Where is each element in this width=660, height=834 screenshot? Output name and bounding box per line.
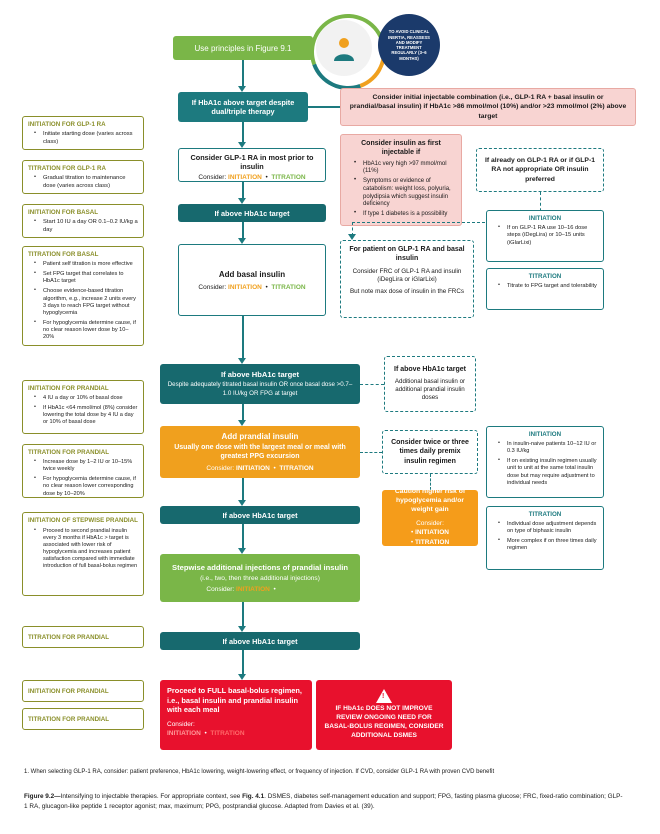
consider-label: Consider: xyxy=(206,465,235,473)
list-item: • More complex if on three times daily regimen xyxy=(501,538,598,552)
panel-head: INITIATION FOR PRANDIAL xyxy=(28,687,109,695)
left-panel-4 xyxy=(22,380,144,434)
glp1-prior-title: Consider GLP-1 RA in most prior to insulin xyxy=(190,153,314,172)
list-item: • Proceed to second prandial insulin every 3 months if HbA1c > target is associated with lower risk of hypoglycemia and increases patient satisfaction compared with immediate introduction of full basal-bolus regimen xyxy=(37,528,138,570)
panel-list xyxy=(28,131,138,146)
connector-to-stepwise xyxy=(242,524,244,550)
initiation-keyword: INITIATION xyxy=(415,529,449,537)
panel-list xyxy=(492,441,598,487)
panel-list xyxy=(28,459,138,498)
left-panel-0 xyxy=(22,116,144,150)
list-item: • 4 IU a day or 10% of basal dose xyxy=(37,395,138,402)
initiation-keyword: INITIATION xyxy=(167,729,201,737)
initiation-keyword: INITIATION xyxy=(236,586,270,594)
stepwise-body: (i.e., two, then three additional injections) xyxy=(200,575,320,583)
titration-keyword: TITRATION xyxy=(210,729,245,737)
add-basal-title: Add basal insulin xyxy=(218,269,286,279)
panel-head: INITIATION OF STEPWISE PRANDIAL xyxy=(28,517,138,524)
left-panel-9 xyxy=(22,708,144,730)
above-hba1c-1-node xyxy=(178,204,326,222)
add-prandial-consider: Consider: INITIATION • TITRATION xyxy=(206,465,314,473)
connector-basal-down xyxy=(242,316,244,360)
frc-note: But note max dose of insulin in the FRCs xyxy=(349,287,465,295)
add-prandial-node xyxy=(160,426,360,478)
panel-list xyxy=(492,283,598,290)
warning-icon xyxy=(376,689,392,703)
list-item: • Titrate to FPG target and tolerability xyxy=(501,283,598,290)
panel-head: TITRATION xyxy=(528,273,562,280)
list-item: • Increase dose by 1–2 IU or 10–15% twice weekly xyxy=(37,459,138,473)
premix-caution-text: Caution higher risk of hypoglycemia and/or weight gain xyxy=(394,488,466,513)
panel-list xyxy=(492,521,598,553)
connector-stepwise-down xyxy=(242,602,244,628)
above-target-dual-label: If HbA1c above target despite dual/triple therapy xyxy=(191,97,295,116)
panel-list xyxy=(28,261,138,342)
panel-head: INITIATION xyxy=(528,215,562,222)
consider-label: Consider: xyxy=(167,720,195,728)
insulin-first-title: Consider insulin as first injectable if xyxy=(361,140,441,156)
panel-head: TITRATION xyxy=(528,511,562,518)
list-item: • HbA1c very high >97 mmol/mol (11%) xyxy=(357,161,455,177)
initial-injectable-node xyxy=(340,88,636,126)
start-node xyxy=(173,36,313,60)
full-basal-bolus-consider: Consider: INITIATION • TITRATION xyxy=(167,721,305,737)
panel-list xyxy=(492,225,598,247)
insulin-first-list xyxy=(347,161,455,220)
reassess-badge-text: TO AVOID CLINICAL INERTIA, REASSESS AND MODIFY TREATMENT REGULARLY (3–6 MONTHS) xyxy=(388,29,430,61)
initiation-keyword: INITIATION xyxy=(228,174,262,182)
additional-basal-node xyxy=(384,356,476,412)
caption-text: Intensifying to injectable therapies. For appropriate context, see xyxy=(60,793,243,800)
panel-head: TITRATION FOR PRANDIAL xyxy=(28,715,110,723)
list-item: • If HbA1c <64 mmol/mol (8%) consider lowering the total dose by 4 IU a day or 10% of basal dose xyxy=(37,405,138,426)
full-basal-bolus-node xyxy=(160,680,312,750)
titration-keyword: TITRATION xyxy=(414,539,450,547)
list-item: • Set FPG target that correlates to HbA1c target xyxy=(37,271,138,285)
add-basal-node xyxy=(178,244,326,316)
panel-head: TITRATION FOR PRANDIAL xyxy=(28,449,110,456)
above-hba1c-4-label: If above HbA1c target xyxy=(222,636,298,646)
panel-head: INITIATION xyxy=(528,431,562,438)
list-item: • If on existing insulin regimen usually unit to unit at the same total insulin dose but may require adjustment to individual needs xyxy=(501,458,598,487)
footnote xyxy=(24,768,636,776)
add-basal-consider: Consider: INITIATION • TITRATION xyxy=(198,283,306,291)
frc-body: Consider FRC of GLP-1 RA and insulin (iDegLira or iGlarLixi) xyxy=(352,267,462,283)
list-item: • For hypoglycemia determine cause, if no clear reason lower corresponding dose by 10–20% xyxy=(37,476,138,497)
premix-caution-node xyxy=(382,490,478,546)
premix-consider: Consider: • INITIATION • TITRATION xyxy=(410,519,450,547)
above-hba1c-2-sub: Despite adequately titrated basal insulin OR once basal dose >0.7–1.0 IU/kg OR FPG at target xyxy=(167,381,353,397)
above-hba1c-2-title: If above HbA1c target xyxy=(220,370,300,380)
connector-dashed-premix xyxy=(360,452,382,453)
glp1-prior-node xyxy=(178,148,326,182)
footnote-text: 1. When selecting GLP-1 RA, consider: patient preference, HbA1c lowering, weight-lowering effect, or frequency of injection. If CVD, consider GLP-1 RA with proven CVD benefit xyxy=(24,769,495,775)
full-basal-bolus-title: Proceed to FULL basal-bolus regimen, i.e., basal insulin and prandial insulin with each meal xyxy=(167,686,302,715)
right-panel-2 xyxy=(486,426,604,498)
stepwise-node xyxy=(160,554,360,602)
consider-label: Consider: xyxy=(198,283,227,291)
list-item: • Individual dose adjustment depends on type of biphasic insulin xyxy=(501,521,598,535)
above-hba1c-2-node xyxy=(160,364,360,404)
premix-node xyxy=(382,430,478,474)
panel-head: TITRATION FOR GLP-1 RA xyxy=(28,165,106,172)
panel-list xyxy=(28,219,138,234)
left-panel-2 xyxy=(22,204,144,238)
red-warning-text: IF HbA1c DOES NOT IMPROVE REVIEW ONGOING NEED FOR BASAL-BOLUS REGIMEN, CONSIDER ADDITIONAL DSMES xyxy=(324,705,444,739)
additional-basal-body: Additional basal insulin or additional prandial insulin doses xyxy=(394,377,466,401)
glp1-prior-consider: Consider: INITIATION • TITRATION xyxy=(198,174,306,182)
connector-dashed-additional xyxy=(360,384,384,385)
titration-keyword: TITRATION xyxy=(271,283,306,291)
add-prandial-title: Add prandial insulin xyxy=(221,431,299,441)
list-item: • For hypoglycemia determine cause, if no clear reason lower dose by 10–20% xyxy=(37,320,138,341)
already-glp1-node xyxy=(476,148,604,192)
right-panel-0 xyxy=(486,210,604,262)
above-hba1c-3-node xyxy=(160,506,360,524)
caption-label: Figure 9.2— xyxy=(24,793,61,800)
list-item: • If on GLP-1 RA use 10–16 dose steps (iDegLira) or 10–15 units (iGlarLixi) xyxy=(501,225,598,247)
connector-dual-down xyxy=(242,122,244,144)
figure-caption xyxy=(24,792,624,811)
above-target-dual-node xyxy=(178,92,308,122)
left-panel-3 xyxy=(22,246,144,346)
consider-label: Consider: xyxy=(198,174,227,182)
reassess-badge xyxy=(378,14,440,76)
panel-head: INITIATION FOR BASAL xyxy=(28,209,99,216)
list-item: • If type 1 diabetes is a possibility xyxy=(357,211,455,219)
above-hba1c-4-node xyxy=(160,632,360,650)
list-item: • Gradual titration to maintenance dose (varies across class) xyxy=(37,175,138,190)
red-warning-node xyxy=(316,680,452,750)
connector-dual-to-injectable xyxy=(308,106,340,108)
initiation-keyword: INITIATION xyxy=(228,283,262,291)
panel-head: TITRATION FOR BASAL xyxy=(28,251,99,258)
above-hba1c-3-label: If above HbA1c target xyxy=(222,510,298,520)
list-item: • Symptoms or evidence of catabolism: weight loss, polyuria, polydipsia which suggest insulin deficiency xyxy=(357,178,455,209)
stepwise-title: Stepwise additional injections of prandial insulin xyxy=(172,562,348,572)
panel-list xyxy=(28,528,138,570)
left-panel-7 xyxy=(22,626,144,648)
already-glp1-label: If already on GLP-1 RA or if GLP-1 RA not appropriate OR insulin preferred xyxy=(484,157,596,183)
left-panel-6 xyxy=(22,512,144,596)
right-panel-1 xyxy=(486,268,604,310)
panel-list xyxy=(28,175,138,190)
frc-title: For patient on GLP-1 RA and basal insulin xyxy=(349,246,465,262)
stepwise-consider: Consider: INITIATION • TITRATION xyxy=(206,586,314,594)
consider-label: Consider: xyxy=(206,586,235,594)
list-item: • Patient self titration is more effective xyxy=(37,261,138,268)
list-item: • Start 10 IU a day OR 0.1–0.2 IU/kg a day xyxy=(37,219,138,234)
titration-keyword: TITRATION xyxy=(279,465,314,473)
titration-keyword: TITRATION xyxy=(271,174,306,182)
left-panel-5 xyxy=(22,444,144,498)
list-item: • Initiate starting dose (varies across class) xyxy=(37,131,138,146)
right-panel-3 xyxy=(486,506,604,570)
panel-head: INITIATION FOR PRANDIAL xyxy=(28,385,109,392)
titration-keyword: TITRATION xyxy=(279,586,314,594)
insulin-first-node xyxy=(340,134,462,226)
panel-head: INITIATION FOR GLP-1 RA xyxy=(28,121,106,128)
initial-injectable-label: Consider initial injectable combination (i.e., GLP-1 RA + basal insulin or prandial/basal insulin) if HbA1c >86 mmol/mol (10%) and/or >23 mmol/mol (2%) above target xyxy=(349,94,627,120)
caption-ref: Fig. 4.1 xyxy=(242,793,265,800)
additional-basal-title: If above HbA1c target xyxy=(394,366,466,374)
left-panel-8 xyxy=(22,680,144,702)
connector-prandial-down xyxy=(242,478,244,502)
connector-start-to-dual xyxy=(242,60,244,88)
frc-node xyxy=(340,240,474,318)
premix-title: Consider twice or three times daily premix insulin regimen xyxy=(391,439,469,465)
start-label: Use principles in Figure 9.1 xyxy=(194,43,292,53)
panel-head: TITRATION FOR PRANDIAL xyxy=(28,633,110,641)
initiation-keyword: INITIATION xyxy=(236,465,270,473)
add-prandial-body: Usually one dose with the largest meal or meal with greatest PPG excursion xyxy=(174,443,346,460)
above-hba1c-1-label: If above HbA1c target xyxy=(214,208,290,218)
list-item: • In insulin-naive patients 10–12 IU or 0.3 IU/kg xyxy=(501,441,598,455)
consider-label: Consider: xyxy=(416,519,444,527)
panel-list xyxy=(28,395,138,427)
left-panel-1 xyxy=(22,160,144,194)
connector-to-full xyxy=(242,650,244,676)
list-item: • Choose evidence-based titration algorithm, e.g., increase 2 units every 3 days to reach FPG target without hypoglycemia xyxy=(37,288,138,317)
caption-text-2: . DSMES, diabetes self-management education and support; FPG, fasting plasma glucose; FRC, fixed-ratio combination; GLP-1 RA, glucagon-like peptide 1 receptor agonist; max, maximum; PPG, postprandial glucose. Adapted from Davies et al. (39). xyxy=(24,793,623,810)
